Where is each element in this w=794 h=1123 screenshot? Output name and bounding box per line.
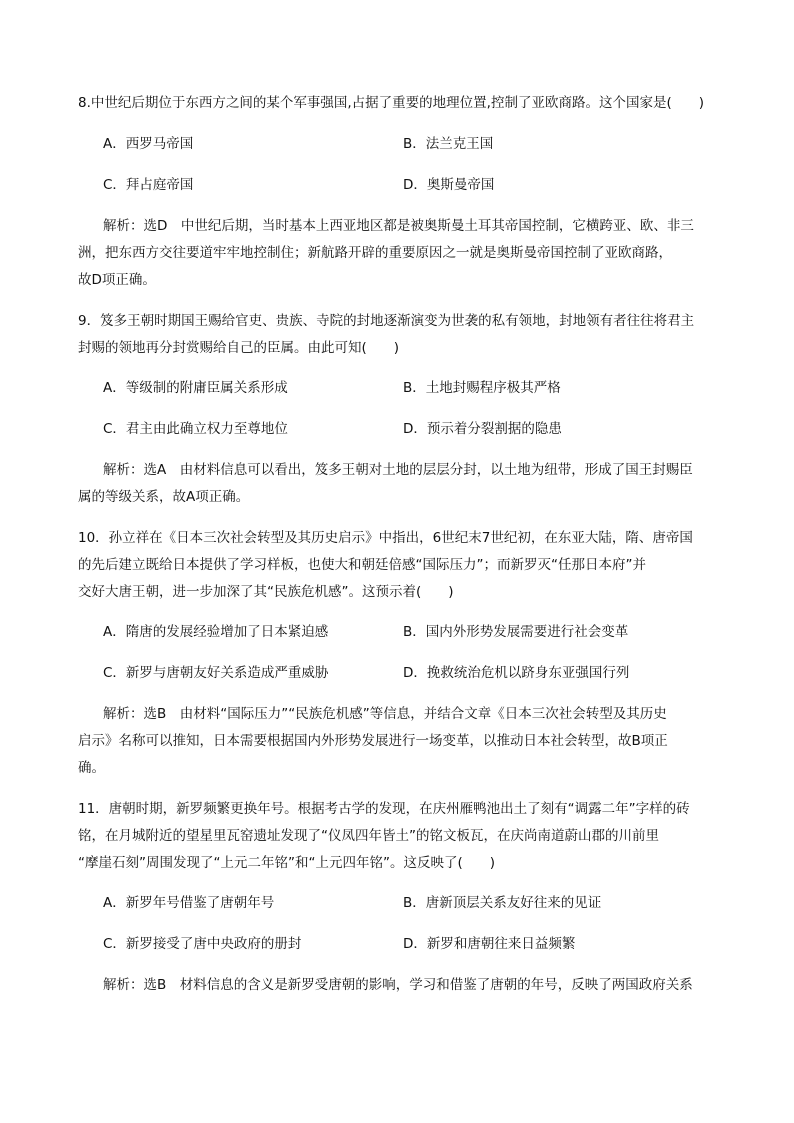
question-8-stem-line-1: 8.中世纪后期位于东西方之间的某个军事强国,占据了重要的地理位置,控制了亚欧商路。这个国家是( ) <box>78 95 704 111</box>
question-8-analysis-line-2: 洲，把东西方交往要道牢牢地控制住；新航路开辟的重要原因之一就是奥斯曼帝国控制了亚欧商路， <box>78 245 672 261</box>
question-11-stem-line-2: 铭，在月城附近的望星里瓦窑遗址发现了“仪凤四年皆土”的铭文板瓦，在庆尚南道蔚山郡的川前里 <box>78 828 659 844</box>
question-9-analysis-line-2: 属的等级关系，故A项正确。 <box>78 489 250 505</box>
question-8-option-c: C．拜占庭帝国 <box>103 177 194 193</box>
question-9-stem-line-1: 9．笈多王朝时期国王赐给官吏、贵族、寺院的封地逐渐演变为世袭的私有领地，封地领有者往往将君主 <box>78 313 695 329</box>
question-9-analysis-line-1: 解析：选A 由材料信息可以看出，笈多王朝对土地的层层分封，以土地为纽带，形成了国王封赐臣 <box>103 462 693 478</box>
question-9-option-b: B．土地封赐程序极其严格 <box>403 380 561 396</box>
question-10-stem-line-1: 10．孙立祥在《日本三次社会转型及其历史启示》中指出，6世纪末7世纪初，在东亚大陆，隋、唐帝国 <box>78 530 693 546</box>
question-10-analysis-line-2: 启示》名称可以推知，日本需要根据国内外形势发展进行一场变革，以推动日本社会转型，故B项正 <box>78 733 668 749</box>
question-11-option-b: B．唐新顶层关系友好往来的见证 <box>403 895 602 911</box>
question-11-option-a: A．新罗年号借鉴了唐朝年号 <box>103 895 275 911</box>
question-11-option-d: D．新罗和唐朝往来日益频繁 <box>403 936 576 952</box>
question-8-analysis-line-1: 解析：选D 中世纪后期，当时基本上西亚地区都是被奥斯曼土耳其帝国控制，它横跨亚、欧、非三 <box>103 218 694 234</box>
question-9-option-a: A．等级制的附庸臣属关系形成 <box>103 380 288 396</box>
question-8-option-a: A．西罗马帝国 <box>103 136 194 152</box>
question-10-analysis-line-3: 确。 <box>78 760 105 776</box>
question-10-option-d: D．挽救统治危机以跻身东亚强国行列 <box>403 665 630 681</box>
question-9-option-d: D．预示着分裂割据的隐患 <box>403 421 562 437</box>
question-11-option-c: C．新罗接受了唐中央政府的册封 <box>103 936 302 952</box>
question-10-stem-line-2: 的先后建立既给日本提供了学习样板，也使大和朝廷倍感“国际压力”；而新罗灭“任那日本府”并 <box>78 557 646 573</box>
question-8-option-d: D．奥斯曼帝国 <box>403 177 495 193</box>
question-10-option-c: C．新罗与唐朝友好关系造成严重威胁 <box>103 665 329 681</box>
question-10-option-a: A．隋唐的发展经验增加了日本紧迫感 <box>103 624 329 640</box>
question-11-stem-line-3: “摩崖石刻”周围发现了“上元二年铭”和“上元四年铭”。这反映了( ) <box>78 855 495 871</box>
question-10-analysis-line-1: 解析：选B 由材料“国际压力”“民族危机感”等信息，并结合文章《日本三次社会转型及其历史 <box>103 706 667 722</box>
question-11-analysis-line-1: 解析：选B 材料信息的含义是新罗受唐朝的影响，学习和借鉴了唐朝的年号，反映了两国政府关系 <box>103 977 693 993</box>
question-8-option-b: B．法兰克王国 <box>403 136 494 152</box>
question-10-option-b: B．国内外形势发展需要进行社会变革 <box>403 624 629 640</box>
question-9-stem-line-2: 封赐的领地再分封赏赐给自己的臣属。由此可知( ) <box>78 340 400 356</box>
question-10-stem-line-3: 交好大唐王朝，进一步加深了其“民族危机感”。这预示着( ) <box>78 584 454 600</box>
question-11-stem-line-1: 11．唐朝时期，新罗频繁更换年号。根据考古学的发现，在庆州雁鸭池出土了刻有“调露二年”字样的砖 <box>78 801 690 817</box>
question-8-analysis-line-3: 故D项正确。 <box>78 272 156 288</box>
question-9-option-c: C．君主由此确立权力至尊地位 <box>103 421 288 437</box>
